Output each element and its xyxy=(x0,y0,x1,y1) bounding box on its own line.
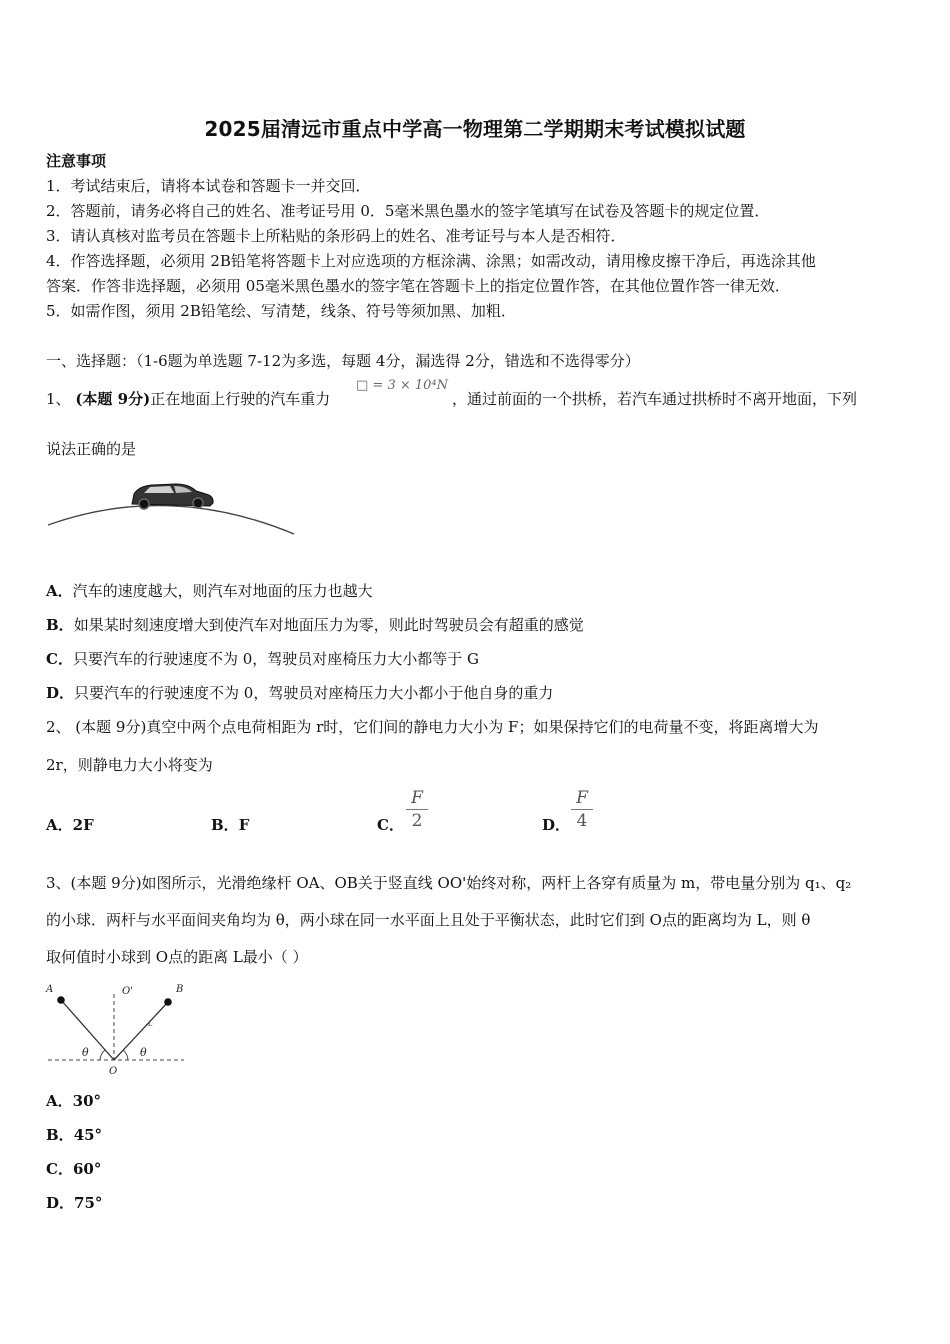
option-label: A． xyxy=(46,582,73,600)
option-label: C． xyxy=(46,650,73,668)
question-2-stem: 2r，则静电力大小将变为 xyxy=(46,756,213,774)
q3-option-b xyxy=(46,1125,102,1145)
question-3-stem: 取何值时小球到 O点的距离 L最小（ ） xyxy=(46,948,308,966)
question-number: 1、 xyxy=(46,390,71,408)
fraction-numerator: F xyxy=(411,788,423,808)
option-label: D． xyxy=(46,1194,75,1212)
notice-item: 1．考试结束后，请将本试卷和答题卡一并交回． xyxy=(46,177,371,195)
option-text: 只要汽车的行驶速度不为 0，驾驶员对座椅压力大小都等于 G xyxy=(72,650,480,668)
section-heading: 一、选择题：（1-6题为单选题 7-12为多选，每题 4分，漏选得 2分，错选和不选得零分） xyxy=(46,352,640,370)
q2-option-a xyxy=(46,815,94,835)
ball-a xyxy=(57,996,65,1004)
notice-item: 3．请认真核对监考员在答题卡上所粘贴的条形码上的姓名、准考证号与本人是否相符． xyxy=(46,227,626,245)
q1-option-d xyxy=(46,683,553,703)
notice-item: 答案．作答非选择题，必须用 05毫米黑色墨水的签字笔在答题卡上的指定位置作答，在其他位置作答一律无效． xyxy=(46,277,790,295)
label-l: L xyxy=(148,1020,153,1028)
option-text: 如果某时刻速度增大到使汽车对地面压力为零，则此时驾驶员会有超重的感觉 xyxy=(73,616,584,634)
option-label: C． xyxy=(46,1160,73,1178)
label-theta-left: θ xyxy=(82,1046,89,1059)
option-text: 45° xyxy=(73,1126,103,1144)
label-o-prime: O' xyxy=(122,986,133,997)
option-label: A． xyxy=(46,816,73,834)
option-label: D． xyxy=(46,684,75,702)
question-text: 正在地面上行驶的汽车重力 xyxy=(150,390,331,408)
label-b: B xyxy=(176,984,184,995)
option-text: 60° xyxy=(72,1160,102,1178)
option-label: A． xyxy=(46,1092,73,1110)
gravity-formula: □ = 3 × 10⁴N xyxy=(356,378,448,393)
question-3-stem: 的小球．两杆与水平面间夹角均为 θ，两小球在同一水平面上且处于平衡状态，此时它们到 O点的距离均为 L，则 θ xyxy=(46,911,811,929)
option-text: F xyxy=(238,816,250,834)
q1-option-a xyxy=(46,581,373,601)
q2-option-c xyxy=(377,815,404,835)
q3-option-d xyxy=(46,1193,102,1213)
label-o: O xyxy=(109,1066,118,1077)
question-score: (本题 9分) xyxy=(75,390,151,408)
label-a: A xyxy=(46,984,54,995)
car-icon xyxy=(132,484,213,509)
notice-heading: 注意事项 xyxy=(46,152,107,170)
notice-item: 2．答题前，请务必将自己的姓名、准考证号用 0．5毫米黑色墨水的签字笔填写在试卷及答题卡的规定位置． xyxy=(46,202,770,220)
option-text: 30° xyxy=(72,1092,102,1110)
q2-option-b xyxy=(211,815,249,835)
question-3-stem: 3、(本题 9分)如图所示，光滑绝缘杆 OA、OB关于竖直线 OO'始终对称，两杆上各穿有质量为 m，带电量分别为 q₁、q₂ xyxy=(46,874,852,892)
q2-option-d xyxy=(542,815,570,835)
option-text: 75° xyxy=(74,1194,103,1212)
option-label: B． xyxy=(46,1126,74,1144)
option-label: B． xyxy=(46,616,74,634)
fraction-denominator: 2 xyxy=(411,811,423,831)
q3-option-c xyxy=(46,1159,101,1179)
q3-option-a xyxy=(46,1091,101,1111)
option-text: 只要汽车的行驶速度不为 0，驾驶员对座椅压力大小都小于他自身的重力 xyxy=(74,684,554,702)
option-text: 2F xyxy=(72,816,94,834)
question-text: 说法正确的是 xyxy=(46,440,137,458)
page-title: 2025届清远市重点中学高一物理第二学期期末考试模拟试题 xyxy=(204,117,746,141)
question-2-stem: 2、 (本题 9分)真空中两个点电荷相距为 r时，它们间的静电力大小为 F；如果保持它们的电荷量不变，将距离增大为 xyxy=(46,718,819,736)
option-label: D． xyxy=(542,816,571,834)
notice-item: 5．如需作图，须用 2B铅笔绘、写清楚，线条、符号等须加黑、加粗． xyxy=(46,302,516,320)
option-label: B． xyxy=(211,816,239,834)
option-label: C． xyxy=(377,816,404,834)
car-on-bridge-figure xyxy=(44,472,300,542)
fraction-numerator: F xyxy=(576,788,588,808)
q1-option-b xyxy=(46,615,584,635)
q1-option-c xyxy=(46,649,479,669)
question-text: ，通过前面的一个拱桥，若汽车通过拱桥时不离开地面，下列 xyxy=(452,390,858,408)
ball-b xyxy=(164,998,172,1006)
label-theta-right: θ xyxy=(140,1046,147,1059)
question-1-stem xyxy=(46,389,330,409)
q2-option-c-fraction xyxy=(406,788,428,831)
option-text: 汽车的速度越大，则汽车对地面的压力也越大 xyxy=(72,582,373,600)
rods-diagram-figure xyxy=(44,980,190,1078)
q2-option-d-fraction xyxy=(571,788,593,831)
arch-bridge-curve xyxy=(48,506,294,534)
notice-item: 4．作答选择题，必须用 2B铅笔将答题卡上对应选项的方框涂满、涂黑；如需改动，请用橡皮擦干净后，再选涂其他 xyxy=(46,252,816,270)
fraction-denominator: 4 xyxy=(576,811,588,831)
